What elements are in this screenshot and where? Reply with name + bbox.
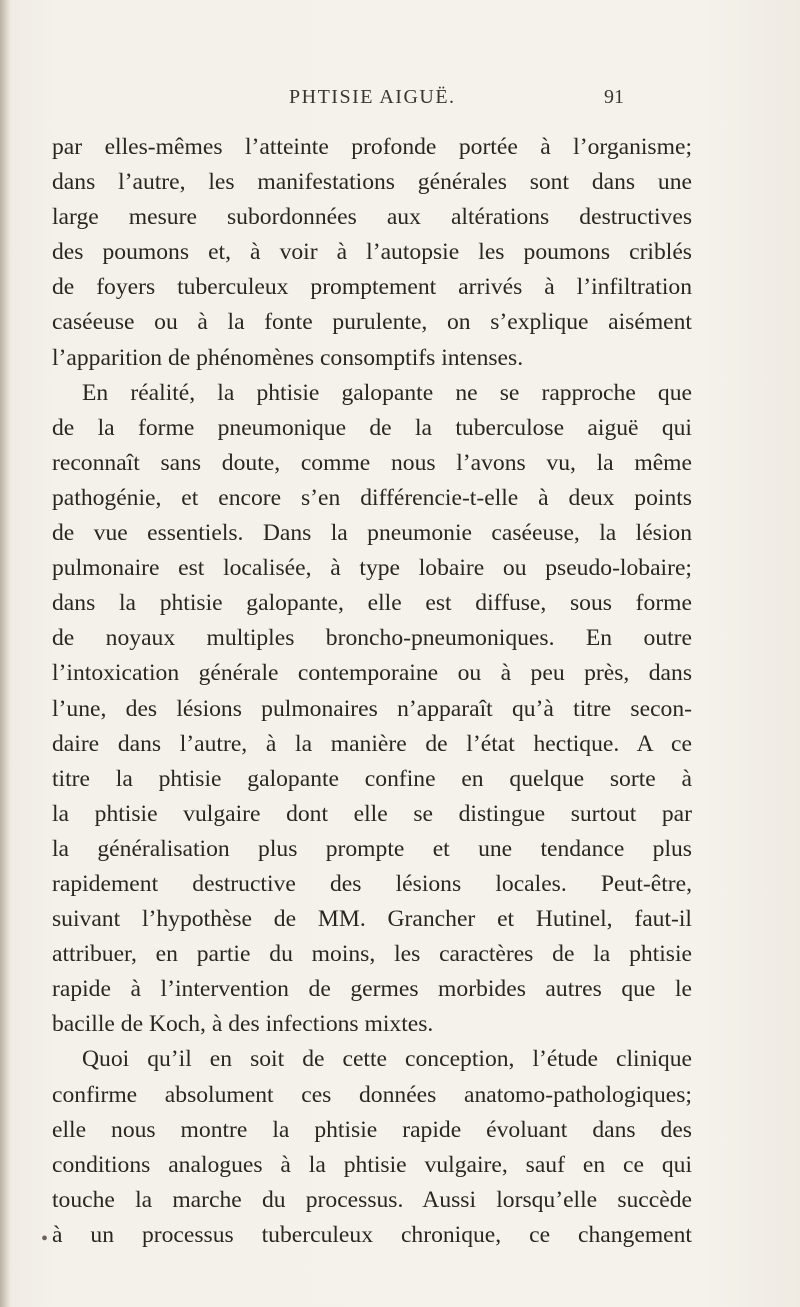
paragraph-start-line: Quoi qu’il en soit de cette conception, l’étude clinique [82,1046,692,1073]
text-line: de vue essentiels. Dans la pneumonie caséeuse, la lésion [52,520,692,547]
page-number: 91 [604,86,624,108]
text-line: pulmonaire est localisée, à type lobaire ou pseudo-lobaire; [52,555,692,582]
text-line: rapide à l’intervention de germes morbides autres que le [52,976,692,1003]
text-line: confirme absolument ces données anatomo-pathologiques; [52,1081,692,1108]
margin-mark: • [41,1228,49,1250]
text-line: la phtisie vulgaire dont elle se distingue surtout par [52,800,692,827]
text-line: reconnaît sans doute, comme nous l’avons vu, la même [52,449,692,476]
text-line: à un processus tuberculeux chronique, ce changement [52,1221,692,1248]
text-line: elle nous montre la phtisie rapide évoluant dans des [52,1116,692,1143]
running-title: PHTISIE AIGUË. [289,86,456,108]
body-text [52,130,692,1253]
page-header [0,86,800,114]
text-line: caséeuse ou à la fonte purulente, on s’explique aisément [52,309,692,336]
text-line: suivant l’hypothèse de MM. Grancher et Hutinel, faut-il [52,906,692,933]
text-line: rapidement destructive des lésions locales. Peut-être, [52,870,692,897]
page-gutter [0,0,10,1307]
text-line: large mesure subordonnées aux altérations destructives [52,204,692,231]
text-line: des poumons et, à voir à l’autopsie les poumons criblés [52,239,692,266]
text-line: la généralisation plus prompte et une tendance plus [52,835,692,862]
text-line: de noyaux multiples broncho-pneumoniques. En outre [52,625,692,652]
text-line: titre la phtisie galopante confine en quelque sorte à [52,765,692,792]
text-line: de foyers tuberculeux promptement arrivés à l’infiltration [52,274,692,301]
text-line: bacille de Koch, à des infections mixtes. [52,1011,434,1038]
text-line: conditions analogues à la phtisie vulgaire, sauf en ce qui [52,1151,692,1178]
text-line: l’intoxication générale contemporaine ou à peu près, dans [52,660,692,687]
text-line: daire dans l’autre, à la manière de l’état hectique. A ce [52,730,692,757]
text-line: attribuer, en partie du moins, les caractères de la phtisie [52,941,692,968]
text-line: de la forme pneumonique de la tuberculose aiguë qui [52,414,692,441]
text-line: touche la marche du processus. Aussi lorsqu’elle succède [52,1186,692,1213]
text-line: l’une, des lésions pulmonaires n’apparaît qu’à titre secon- [52,695,692,722]
text-line: dans l’autre, les manifestations générales sont dans une [52,169,692,196]
paragraph-start-line: En réalité, la phtisie galopante ne se rapproche que [82,379,692,406]
text-line: dans la phtisie galopante, elle est diffuse, sous forme [52,590,692,617]
text-line: par elles-mêmes l’atteinte profonde portée à l’organisme; [52,134,692,160]
text-line: pathogénie, et encore s’en différencie-t-elle à deux points [52,484,692,511]
text-line: l’apparition de phénomènes consomptifs intenses. [52,344,524,371]
